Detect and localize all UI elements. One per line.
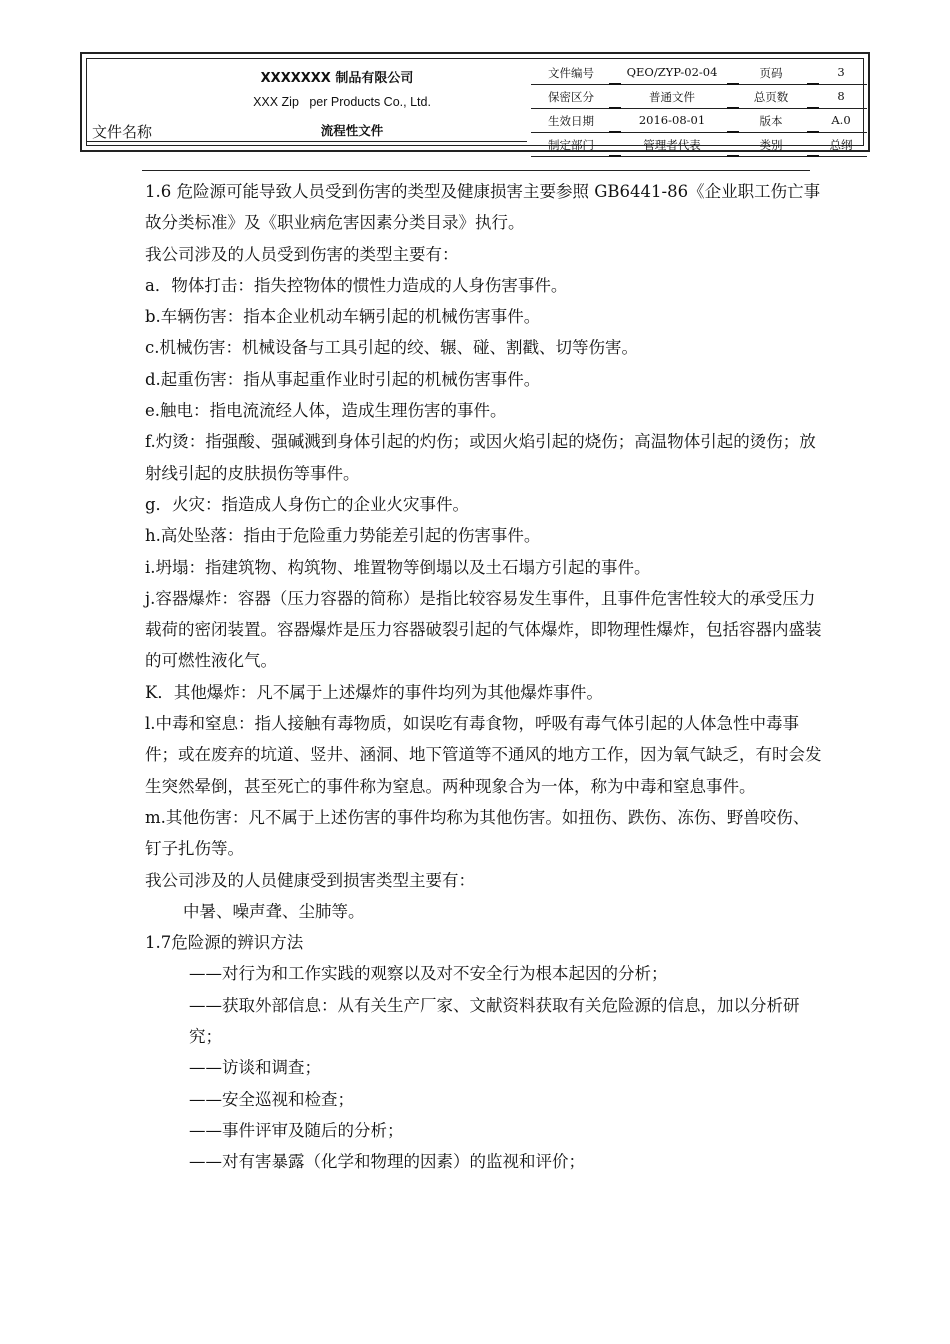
info-row-effective-date bbox=[531, 109, 867, 133]
list-item: f.灼烫：指强酸、强碱溅到身体引起的灼伤；或因火焰引起的烧伤；高温物体引起的烫伤；放射线引起的皮肤损伤等事件。 bbox=[145, 432, 816, 483]
info-value: QEO/ZYP-02-04 bbox=[626, 65, 718, 79]
info-key: 文件编号 bbox=[548, 66, 594, 80]
row-tick bbox=[727, 155, 739, 157]
method-item: ——访谈和调查； bbox=[189, 1058, 321, 1078]
info-value: 总纲 bbox=[829, 138, 853, 152]
list-item: l.中毒和窒息：指人接触有毒物质，如误吃有毒食物，呼吸有毒气体引起的人体急性中毒事件；或在废弃的坑道、竖井、涵洞、地下管道等不通风的地方工作，因为氧气缺乏，有时会发生突然晕倒，甚至死亡的事件称为窒息。两种现象合为一体，称为中毒和窒息事件。 bbox=[145, 714, 822, 796]
method-item: ——获取外部信息：从有关生产厂家、文献资料获取有关危险源的信息，加以分析研究； bbox=[189, 995, 800, 1047]
method-item: ——对有害暴露（化学和物理的因素）的监视和评价； bbox=[189, 1152, 585, 1172]
method-item: ——事件评审及随后的分析； bbox=[189, 1120, 404, 1140]
header-inner-frame bbox=[86, 58, 864, 152]
info-row-doc-number bbox=[531, 61, 867, 85]
info-key: 保密区分 bbox=[548, 90, 594, 104]
list-item: b.车辆伤害：指本企业机动车辆引起的机械伤害事件。 bbox=[145, 307, 541, 327]
company-name-cn: XXXXXXX 制品有限公司 bbox=[260, 71, 414, 86]
doc-title: 流程性文件 bbox=[320, 123, 384, 138]
list-item: g．火灾：指造成人身伤亡的企业火灾事件。 bbox=[145, 494, 470, 514]
body-top-rule bbox=[142, 170, 810, 171]
method-item: ——对行为和工作实践的观察以及对不安全行为根本起因的分析； bbox=[189, 964, 668, 984]
info-key: 类别 bbox=[759, 138, 783, 152]
list-item: e.触电：指电流流经人体，造成生理伤害的事件。 bbox=[145, 401, 507, 421]
info-value: 8 bbox=[837, 89, 845, 103]
info-key: 页码 bbox=[759, 66, 783, 80]
list-item: h.高处坠落：指由于危险重力势能差引起的伤害事件。 bbox=[145, 526, 541, 546]
document-body bbox=[145, 176, 825, 1178]
list-item: i.坍塌：指建筑物、构筑物、堆置物等倒塌以及土石塌方引起的事件。 bbox=[145, 557, 651, 577]
doc-info-grid bbox=[531, 61, 867, 157]
info-row-department bbox=[531, 133, 867, 157]
doc-name-label: 文件名称 bbox=[92, 123, 153, 141]
info-value: A.0 bbox=[831, 113, 851, 127]
company-name-en: XXX Zip per Products Co., Ltd. bbox=[253, 95, 431, 109]
info-value: 3 bbox=[837, 65, 845, 79]
list-item: c.机械伤害：机械设备与工具引起的绞、辗、碰、割戳、切等伤害。 bbox=[145, 338, 638, 358]
list-item: a．物体打击：指失控物体的惯性力造成的人身伤害事件。 bbox=[145, 275, 568, 295]
list-item: K．其他爆炸：凡不属于上述爆炸的事件均列为其他爆炸事件。 bbox=[145, 682, 603, 702]
health-damage-types: 中暑、噪声聋、尘肺等。 bbox=[183, 901, 365, 921]
info-key: 版本 bbox=[759, 114, 783, 128]
info-key: 总页数 bbox=[753, 90, 789, 104]
info-key: 制定部门 bbox=[548, 138, 594, 152]
list-item: d.起重伤害：指从事起重作业时引起的机械伤害事件。 bbox=[145, 369, 541, 389]
method-item: ——安全巡视和检查； bbox=[189, 1089, 354, 1109]
section-1-6-intro: 1.6 危险源可能导致人员受到伤害的类型及健康损害主要参照 GB6441-86《企业职工伤亡事故分类标准》及《职业病危害因素分类目录》执行。 bbox=[145, 182, 821, 233]
row-tick bbox=[609, 155, 621, 157]
info-value: 管理者代表 bbox=[643, 138, 701, 152]
row-tick bbox=[807, 155, 819, 157]
doc-name-underline bbox=[87, 141, 527, 142]
section-1-7-heading: 1.7危险源的辨识方法 bbox=[145, 933, 304, 953]
info-row-confidentiality bbox=[531, 85, 867, 109]
info-value: 2016-08-01 bbox=[638, 113, 706, 127]
injury-types-lead: 我公司涉及的人员受到伤害的类型主要有： bbox=[145, 244, 459, 264]
list-item: m.其他伤害：凡不属于上述伤害的事件均称为其他伤害。如扭伤、跌伤、冻伤、野兽咬伤、钉子扎伤等。 bbox=[145, 807, 810, 859]
info-key: 生效日期 bbox=[548, 114, 594, 128]
list-item: j.容器爆炸：容器（压力容器的简称）是指比较容易发生事件，且事件危害性较大的承受压力载荷的密闭装置。容器爆炸是压力容器破裂引起的气体爆炸，即物理性爆炸，包括容器内盛装的可燃性液化气。 bbox=[145, 588, 822, 671]
health-damage-lead: 我公司涉及的人员健康受到损害类型主要有： bbox=[145, 870, 475, 890]
info-value: 普通文件 bbox=[649, 90, 695, 104]
document-header bbox=[80, 52, 870, 152]
